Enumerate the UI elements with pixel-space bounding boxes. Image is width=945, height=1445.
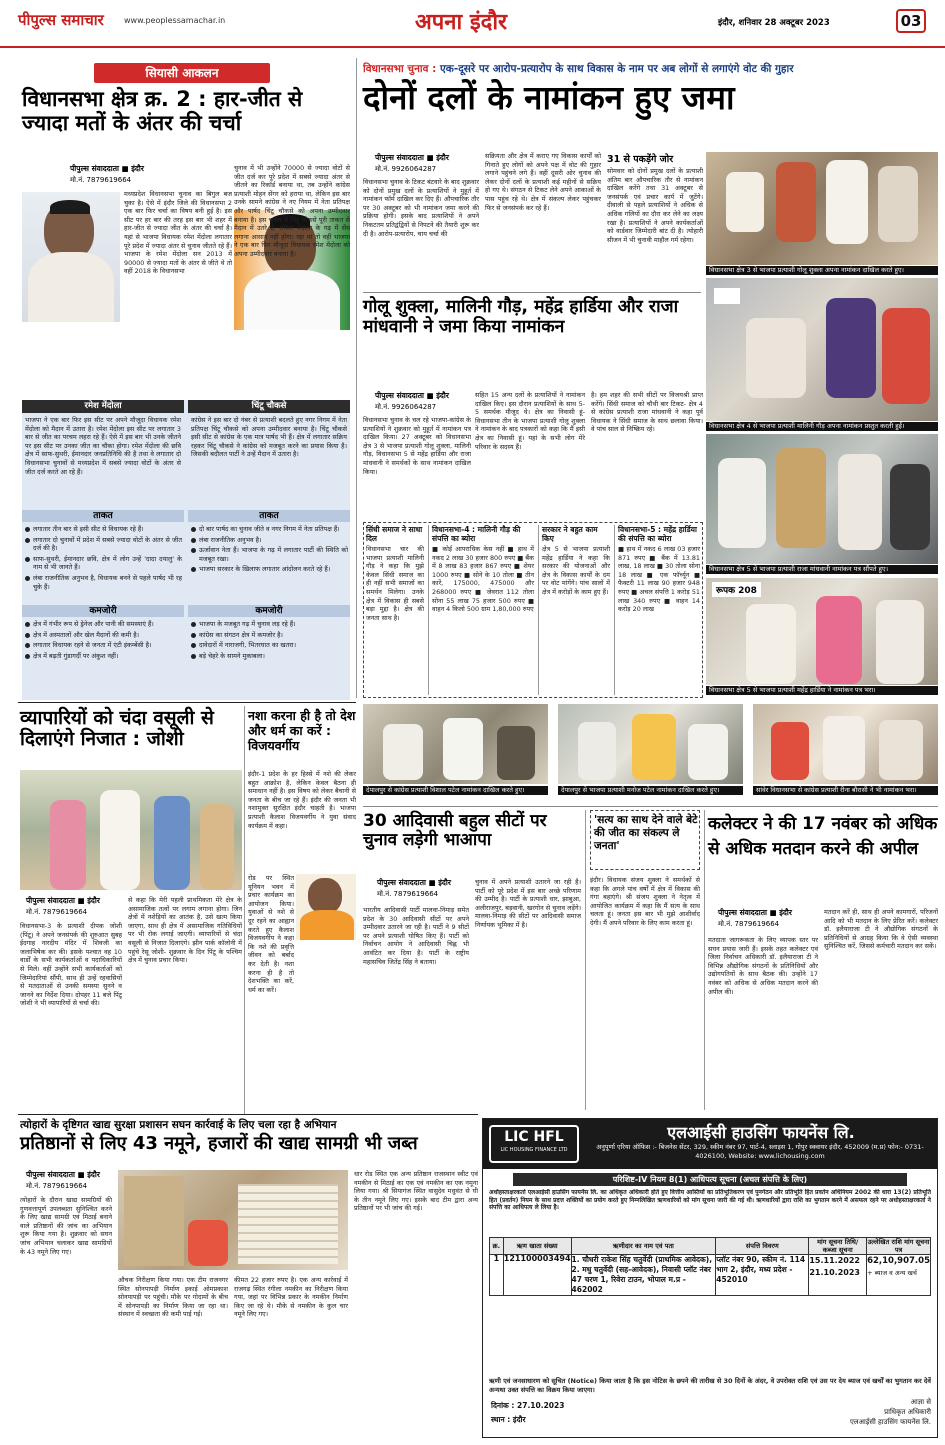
column-2: से कहा कि मेरी पहली प्राथमिकता मेरे क्षेत्र के असामाजिक तत्वों पर लगाम लगाना होगा। जिन क्षेत्रों में नशेड़ियों का आतंक है, उसे खत्म किया जाएगा, साथ ही क्षेत्र में असामाजिक गतिविधियों पर भी रोक लगाई जाएगी। व्यापारियों से चंदा वसूली से निजात दिलाएंगे। झीन पार्क कॉलोनी में पहुंचे रेसू जोशी- शुक्रवार के दिन पिंटू के पश्चिम क्षेत्र में चुनाव प्रचार किया। bbox=[128, 896, 242, 965]
list-item: दावेदारों में नाराजगी, भितरघात का खतरा। bbox=[190, 641, 348, 650]
logo: पीपुल्स समाचार bbox=[18, 11, 104, 29]
byline: पीपुल्स संवाददाता ■ इंदौर bbox=[375, 153, 449, 162]
photo-caption: विधानसभा क्षेत्र 5 से भाजपा प्रत्याशी राजा मांधवानी नामांकन पत्र सौंपते हुए। bbox=[706, 565, 938, 574]
column-4: धार रोड स्थित एक अन्य प्रतिष्ठान राजस्थान स्वीट एवं नमकीन से मिठाई का एक एवं नमकीन का एक नमूना लिया गया। श्री सियागंज स्थित वासुदेव मधुवंत से घी के तीन नमूने लिए गए। इसके बाद टीम द्वारा अन्य प्रतिष्ठानों पर भी जांच की गई। bbox=[354, 1170, 478, 1213]
notice-body: अधोहस्ताक्षरकर्ता एलआईसी हाउसिंग फायनेंस लि. का अधिकृत अधिकारी होते हुए वित्तीय आस्तियों का प्रतिभूतिकरण एवं पुनर्गठन और प्रतिभूति हित प्रवर्तन अधिनियम 2002 की धारा 13(2) प्रतिभूति हित (प्रवर्तन) नियम के साथ प्रदत्त शक्तियों का प्रयोग करते हुए निम्नलिखित ऋणधारियों को मांग सूचना जारी की गई थी। ऋणधारियों द्वारा राशि का भुगतान करने में असफल रहने पर अधोहस्ताक्षरकर्ता ने संपत्ति का आधिपत्य ले लिया है। bbox=[489, 1189, 931, 1212]
table-header: क्र. bbox=[490, 1238, 504, 1255]
column-1: विधानसभा-3 के प्रत्याशी दीपक जोशी (पिंटू) ने अपने जनसंपर्क की शुरुआत सुबह ईदगाह नारदीय मंदिर में शिवजी का जलाभिषेक कर की। इसके पश्चात वह 10 वार्डों के सभी कार्यकर्ताओं व पदाधिकारियों से मिले। वहीं उन्होंने सभी कार्यकर्ताओं को जिम्मेदारियां सौंपी, साथ ही उन्हें रहवासियों से मतदाताओं से उनकी समस्या सुनने व जानने का निर्देश दिया। दोपहर 11 बजे पिंटू जोशी ने भी व्यापारियों से चर्चा की। bbox=[20, 922, 122, 1008]
column-2: रोड पर स्थित यूनियन भवन में प्रचार कार्यक्रम का आयोजन किया। युवाओं से नशे से दूर रहने का आह्वान करते हुए कैलाश विजयवर्गीय ने कहा कि नशे की प्रवृत्ति जीवन को बर्बाद कर देती है। नशा करना ही है तो देशभक्ति का करें, धर्म का करें। bbox=[248, 874, 294, 994]
sign-line: एलआईसी हाउसिंग फायनेंस लि. bbox=[850, 1418, 931, 1426]
panel-right-name: चिंटू चौकसे bbox=[188, 400, 350, 413]
list-item: क्षेत्र में अस्पतालों और खेल मैदानों की कमी है। bbox=[24, 631, 182, 640]
table-head: सरकार ने बहुत काम किए bbox=[542, 525, 598, 543]
byline: पीपुल्स संवाददाता ■ इंदौर bbox=[70, 164, 144, 173]
table-header: ऋणीदार का नाम एवं पता bbox=[571, 1238, 716, 1255]
cell-amount bbox=[867, 1255, 931, 1296]
list-item: लगातार दो चुनावों में प्रदेश में सबसे ज्यादा वोटों के अंतर से जीत दर्ज की है। bbox=[24, 536, 182, 553]
photo-hardia bbox=[706, 578, 938, 685]
ad-header bbox=[483, 1119, 937, 1169]
cell-sn: 1 bbox=[490, 1255, 504, 1296]
side-box bbox=[607, 152, 703, 288]
headline: नशा करना ही है तो देश और धर्म का करें : विजयवर्गीय bbox=[248, 708, 356, 753]
deck: त्योहारों के दृष्टिगत खाद्य सुरक्षा प्रशासन सघन कार्रवाई के लिए चला रहा है अभियान bbox=[20, 1119, 337, 1131]
comparison-panel bbox=[22, 400, 350, 700]
byline: पीपुल्स संवाददाता ■ इंदौर bbox=[377, 878, 451, 887]
right-weakness-label: कमजोरी bbox=[188, 605, 350, 617]
column-3: है। हम शहर की सभी सीटों पर विजयश्री प्राप्त करेंगे। सिंधी समाज को चौथी बार टिकट- क्षेत्र 4 से कांग्रेस प्रत्याशी राजा मांधवानी ने कहा पूर्व विधायक ने सिंधी समाज के साथ छलावा किया। वे पांच साल से निष्क्रिय रहे। bbox=[591, 391, 703, 434]
masthead bbox=[0, 0, 945, 48]
photo-caption: विधानसभा क्षेत्र 3 से भाजपा प्रत्याशी गोलू शुक्ला अपना नामांकन दाखिल करते हुए। bbox=[706, 266, 938, 275]
column-1: त्योहारों के दौरान खाद्य सामग्रियों की गुणवत्तापूर्ण उपलब्धता सुनिश्चित करने के लिए खाद्य सामग्री एवं मिठाई बनाने वाले प्रतिष्ठानों की जांच का अभियान शुरू किया गया है। शुक्रवार को सघन जांच अभियान चलाकर खाद्य सामग्रियों के 43 नमूने लिए गए। bbox=[20, 1196, 112, 1256]
column-2: चुनाव में भी उन्होंने 70000 से ज्यादा वोटों से जीत दर्ज कर पूरे प्रदेश में सबसे ज्यादा अंतर से जीतने का रिकॉर्ड बनाया था, तब उन्होंने कांग्रेस प्रत्याशी मोहन सेंगर को हराया था, लेकिन इस बार उनके सामने कांग्रेस ने नए नियम में नेता प्रतिपक्ष और पार्षद चिंटू चौकसे को अपना उम्मीदवार बनाया है। इस चुनाव में चिंटू चौकसे पूरी ताकत से मैदान में उतरे हैं, लेकिन मेंदोला के गढ़ में सेंध लगाना आसान नहीं होगा। रहा था तो वहीं भाजपा ने एक बार फिर मौजूदा विधायक रमेश मेंदोला को अपना उम्मीदवार बनाया है। bbox=[234, 164, 350, 258]
website[interactable]: www.peoplessamachar.in bbox=[124, 16, 226, 25]
table-header: मांग सूचना तिथि/ कब्जा सूचना bbox=[809, 1238, 867, 1255]
left-weakness-label: कमजोरी bbox=[22, 605, 184, 617]
table-header: संपत्ति विवरण bbox=[716, 1238, 809, 1255]
deck-line: विधानसभा चुनाव : एक-दूसरे पर आरोप-प्रत्यारोप के साथ विकास के नाम पर अब लोगों से लगाएंगे वोट की गुहार bbox=[363, 63, 794, 75]
photo-caption: सांवेर विधानसभा से कांग्रेस प्रत्याशी रीना बौरासी ने भी नामांकन भरा। bbox=[753, 786, 938, 795]
left-strengths bbox=[24, 525, 182, 601]
left-weaknesses bbox=[24, 620, 182, 698]
table-header: उल्लेखित राशि मांग सूचना पत्र bbox=[867, 1238, 930, 1254]
headline: गोलू शुक्ला, मालिनी गौड़, महेंद्र हार्डिया और राजा मांधवानी ने जमा किया नामांकन bbox=[363, 297, 679, 337]
column-2: सहित 15 अन्य दलों के प्रत्याशियों ने नामांकन दाखिल किए। इस दौरान प्रत्याशियों के साथ 5-5 समर्थक मौजूद थे। क्षेत्र का निवासी हूं- विधानसभा तीन के भाजपा प्रत्याशी गोलू शुक्ला ने नामांकन के बाद पत्रकारों को कहा कि मैं इसी क्षेत्र का निवासी हूं। यहां के सभी लोग मेरे परिवार के सदस्य हैं। bbox=[475, 391, 585, 451]
headline: विधानसभा क्षेत्र क्र. 2 : हार-जीत से ज्यादा मतों के अंतर की चर्चा bbox=[22, 87, 303, 135]
cell-loan: 121100003494 bbox=[503, 1255, 571, 1296]
room-sign: रूपक 208 bbox=[712, 582, 761, 597]
body: इंदौर। विधायक संजय शुक्ला ने समर्थकों से कहा कि अगले पांच वर्षों में क्षेत्र में विकास की गंगा बहाएंगे। श्री संजय शुक्ला ने नेतृत्व में आयोजित कार्यक्रम में कहा कि मैं सत्य के साथ चलता हूं। जनता इस बार भी मुझे आशीर्वाद देगी। मैं अपने परिवार के लिए काम करता हूं। bbox=[590, 876, 700, 927]
sign-line: आज्ञा से bbox=[910, 1398, 931, 1406]
lic-logo bbox=[489, 1125, 579, 1163]
amount: 62,10,907.05 bbox=[867, 1256, 930, 1266]
article-joshi bbox=[20, 706, 242, 1114]
column-1: विधानसभा चुनाव के चल रहे भाजपा-कांग्रेस के प्रत्याशियों ने शुक्रवार को मुहूर्त में नामांकन पत्र दाखिल किया। 27 अक्टूबर को विधानसभा क्षेत्र 3 से भाजपा प्रत्याशी गोलू शुक्ला, मालिनी गौड़, विधानसभा 5 से महेंद्र हार्डिया और राजा मांधवानी ने समर्थकों के साथ नामांकन दाखिल किया। bbox=[363, 416, 471, 476]
photo-caption: विधानसभा क्षेत्र 5 से भाजपा प्रत्याशी महेंद्र हार्डिया ने नामांकन पत्र भरा। bbox=[706, 686, 938, 695]
mobile: मो.नं. 7879619664 bbox=[377, 890, 439, 898]
list-item: लगातार विधायक रहने से जनता में एंटी इंकम्बेंसी है। bbox=[24, 641, 182, 650]
right-strengths bbox=[190, 525, 348, 601]
photo-vishal bbox=[363, 704, 548, 784]
article-bjp-candidates bbox=[363, 296, 703, 700]
photo-vijayvargiya bbox=[296, 874, 356, 940]
mobile: मो.नं. 9926064287 bbox=[375, 165, 437, 173]
column-2: सक्रियता और क्षेत्र में कराए गए विकास कार्यों को गिनाते हुए लोगों को अपने पक्ष में वोट की गुहार लगाने पहुंचने लगे हैं। वहीं दूसरी ओर चुनाव की लेकर दोनों दलों के प्रत्याशी कई महीनों से सक्रिय हो गए थे। संगठन से टिकट लेने अपने आकाओं के पास पहुंच रहे थे। क्षेत्र में संकल्प लेकर पहुंचकर फिर से जनसंपर्क कर रहे हैं। bbox=[485, 152, 601, 212]
mobile: मो.नं. 7879619664 bbox=[26, 908, 88, 916]
table-header: ऋण खाता संख्या bbox=[503, 1238, 571, 1255]
dateline: इंदौर, शनिवार 28 अक्टूबर 2023 bbox=[718, 18, 830, 28]
byline: पीपुल्स संवाददाता ■ इंदौर bbox=[26, 896, 100, 905]
logo-subtext: LIC HOUSING FINANCE LTD bbox=[500, 1147, 568, 1153]
notice-footer: ऋणी एवं जनसाधारण को सूचित (Notice) किया जाता है कि इस नोटिस के छपने की तारीख से 30 दिनों के अंदर, वे उपरोक्त राशि एवं उस पर देय ब्याज एवं खर्चों का भुगतान कर देवें अन्यथा उक्त संपत्ति का विक्रय किया जाएगा। bbox=[489, 1377, 931, 1394]
amount-note: + ब्याज व अन्य खर्च bbox=[867, 1269, 917, 1277]
table-head: विधानसभा-4 : मालिनी गौड़ की संपत्ति का ब्योरा bbox=[432, 525, 521, 543]
list-item: बड़े चेहरे के सामने मुकाबला। bbox=[190, 652, 348, 661]
notice-title: परिशिष्ट-IV नियम 8(1) आधिपत्य सूचना (अचल संपत्ति के लिए) bbox=[513, 1173, 907, 1186]
lic-hfl-notice bbox=[482, 1118, 938, 1438]
photo-raja bbox=[706, 434, 938, 564]
table-text: विधानसभा चार की भाजपा प्रत्याशी मालिनी गौड़ ने कहा कि मुझे केवल सिंधी समाज का ही नहीं सभी समाजों का समर्थन मिलेगा। उनके क्षेत्र में विकास ही सबसे बड़ा मुद्दा है। क्षेत्र की जनता साथ है। bbox=[366, 545, 424, 622]
article-food-samples bbox=[20, 1118, 478, 1438]
photo-caption: देपालपुर से भाजपा प्रत्याशी मनोज पटेल नामांकन दाखिल करते हुए। bbox=[558, 786, 743, 795]
column-1: मतदाता जागरूकता के लिए व्यापक स्तर पर सघन प्रयास जारी हैं। इसके तहत कलेक्टर एवं जिला निर्वाचन अधिकारी डॉ. इलैयाराजा टी ने विभिन्न औद्योगिक संगठनों के प्रतिनिधियों और उद्योगपतियों के साथ बैठक की। उन्होंने 17 नवंबर को अधिक से अधिक मतदान करने की अपील की। bbox=[708, 936, 818, 996]
mobile: मो.नं. 7879619664 bbox=[26, 1182, 88, 1190]
table-head: विधानसभा-5 : महेंद्र हार्डिया की संपत्ति का ब्योरा bbox=[618, 525, 697, 543]
box-text: सोमवार को दोनों प्रमुख दलों के प्रत्याशी अंतिम बार औपचारिक तौर से नामांकन दाखिल करेंगे तथा 31 अक्टूबर से जनसंपर्क एवं प्रचार कार्य में जुटेंगे। दीवाली से पहले प्रत्याशियों ने अधिक से अधिक गलियों का दौरा कर लेने का लक्ष्य रखा है। प्रत्याशियों ने अपने कार्यकर्ताओं को वार्डवार जिम्मेदारी बांट दी है। त्योहारी सीजन में भी चुनावी माहौल गर्म रहेगा। bbox=[607, 167, 703, 244]
sign-line: प्राधिकृत अधिकारी bbox=[884, 1408, 931, 1416]
column-1: इंदौर-1 प्रदेश के हर हिस्से में नशे की लेकर बहुत आक्रोश है, लेकिन केवल बैठना ही समाधान नहीं है। इस विषय को लेकर बैचानी से जनता के बीच जा रहे हैं। इंदौर की जनता भी नशामुक्त सुरक्षित इंदौर चाहती है। भाजपा प्रत्याशी कैलाश विजयवर्गीय ने युवा संवाद कार्यक्रम में कहा। bbox=[248, 770, 356, 830]
cell-property: प्लॉट नंबर 90, स्कीम नं. 114 भाग 2, इंदौर, मध्य प्रदेश - 452010 bbox=[716, 1255, 809, 1296]
article-satya bbox=[590, 810, 700, 1110]
list-item: लंबा राजनीतिक अनुभव है, विधायक बनने से पहले पार्षद भी रह चुके हैं। bbox=[24, 574, 182, 591]
table-row bbox=[490, 1255, 931, 1296]
kicker: विधानसभा चुनाव bbox=[363, 63, 429, 75]
info-table bbox=[363, 522, 703, 698]
byline: पीपुल्स संवाददाता ■ इंदौर bbox=[375, 391, 449, 400]
headline: 'सत्य का साथ देने वाले बेटे की जीत का संकल्प ले जनता' bbox=[594, 814, 698, 852]
photo-manoj bbox=[558, 704, 743, 784]
photo-joshi bbox=[20, 770, 242, 890]
photo-strip bbox=[363, 704, 938, 800]
panel-left-intro: भाजपा ने एक बार फिर इस सीट पर अपने मौजूदा विधायक रमेश मेंदोला को मैदान में उतारा है। रमेश मेंदोला इस सीट पर लगातार 3 बार से जीत का परचम लहरा रहे हैं। ऐसे में इस बार भी उनके जीतने पर इस सीट पर उनका जीत का चौका होगा। रमेश मेंदोला की छवि क्षेत्र में साफ-सुथरी, ईमानदार जनप्रतिनिधि की है तथा वे लगातार दो विधानसभा चुनावों से मध्यप्रदेश में सबसे ज्यादा वोटों के अंतर से जीत दर्ज करते आ रहे हैं। bbox=[25, 416, 181, 476]
list-item: ऊर्जावान नेता हैं। भाजपा के गढ़ में लगातार पार्टी की स्थिति को मजबूत रखा। bbox=[190, 546, 348, 563]
photo-caption: विधानसभा क्षेत्र 4 से भाजपा प्रत्याशी मालिनी गौड़ अपना नामांकन प्रस्तुत करती हुईं। bbox=[706, 422, 938, 431]
headline: कलेक्टर ने की 17 नवंबर को अधिक से अधिक मतदान करने की अपील bbox=[708, 814, 938, 859]
column-2: मतदान करें ही, साथ ही अपने कामगारों, परिजनों आदि को भी मतदान के लिए प्रेरित करें। कलेक्टर डॉ. इलैयाराजा टी ने औद्योगिक संगठनों के प्रतिनिधियों से आग्रह किया कि वे ऐसी व्यवस्था सुनिश्चित करें, जिससे कर्मचारी मतदान कर सकें। bbox=[824, 908, 938, 951]
article-tribal-seats bbox=[363, 810, 581, 1110]
list-item: कांग्रेस का संगठन क्षेत्र में कमजोर है। bbox=[190, 631, 348, 640]
table-text: ■ कोई आपराधिक केस नहीं ■ हाथ में नकद 2 लाख 30 हजार 800 रुपए ■ बैंक में 8 लाख 83 हजार 867 रुपए ■ शेयर 1000 रुपए ■ सोने के 10 तोला ■ तीन कारें, 175000, 475000 और 268000 रुपए ■ जेवरात 112 तोला सोना 55 लाख 75 हजार 500 रुपए ■ वाहन 4 किलो 500 ग्राम 1,80,000 रुपए bbox=[432, 545, 534, 614]
cell-dates: 15.11.2022 21.10.2023 bbox=[809, 1255, 867, 1296]
table-head: सिंधी समाज ने साधा दिल bbox=[366, 525, 423, 543]
article-seat-2 bbox=[22, 60, 350, 700]
photo-reena bbox=[753, 704, 938, 784]
column-1: भारतीय आदिवासी पार्टी मालवा-निमाड़ समेत प्रदेश के 30 आदिवासी सीटों पर अपने उम्मीदवार उतारने जा रही है। पार्टी ने 9 सीटों पर अपने प्रत्याशी घोषित किए हैं। पार्टी को निर्वाचन आयोग ने आदिवासी चिह्न भी आवंटित कर दिया है। पार्टी के राष्ट्रीय महासचिव जितेंद्र सिंह ने बताया। bbox=[363, 906, 469, 966]
photo-food-raid bbox=[118, 1170, 348, 1270]
notice-signature bbox=[801, 1397, 931, 1427]
photo-malini bbox=[706, 278, 938, 421]
page-number: 03 bbox=[896, 9, 926, 33]
box-head: 31 से पकड़ेंगे जोर bbox=[607, 154, 674, 165]
article-vijayvargiya bbox=[248, 706, 356, 1114]
headline: दोनों दलों के नामांकन हुए जमा bbox=[363, 78, 735, 117]
mobile: मो.नं. 7879619664 bbox=[70, 176, 132, 184]
photo-caption: देपालपुर से कांग्रेस प्रत्याशी विशाल पटेल नामांकन दाखिल करते हुए। bbox=[363, 786, 548, 795]
mobile: मो.नं. 9926064287 bbox=[375, 403, 437, 411]
table-text: क्षेत्र 5 से भाजपा प्रत्याशी महेंद्र हार्डिया ने कहा कि सरकार की योजनाओं और क्षेत्र के विकास कार्यों के दम पर वोट मांगेंगे। पांच सालों में क्षेत्र में करोड़ों के काम हुए हैं। bbox=[542, 545, 610, 596]
deck: एक-दूसरे पर आरोप-प्रत्यारोप के साथ विकास के नाम पर अब लोगों से लगाएंगे वोट की गुहार bbox=[439, 63, 794, 75]
notice-place: स्थान : इंदौर bbox=[491, 1415, 526, 1424]
column-1: विधानसभा चुनाव के टिकट बंटवारे के बाद शुक्रवार को दोनों प्रमुख दलों के प्रत्याशियों ने मुहूर्त में नामांकन फॉर्म दाखिल कर दिए हैं। औपचारिक तौर पर 30 अक्टूबर को भी नामांकन जमा करने की प्रक्रिया होगी। इसके बाद प्रत्याशियों ने अपने निकटतम प्रतिद्वंद्वियों से निपटने की तैयारी शुरू कर दी है। आरोप-प्रत्यारोप, चाय चर्चा की bbox=[363, 178, 479, 238]
column-2: औचक निरीक्षण किया गया। एक टीम राजनगर स्थित सोनपापड़ी निर्माण इकाई ओमप्रकाश सोनपापड़ी पर पहुंची। मौके पर गोदामों के बीच में सोनपापड़ी का निर्माण किया जा रहा था। संस्थान में स्वच्छता की कमी पाई गई। bbox=[118, 1276, 228, 1319]
headline: प्रतिष्ठानों से लिए 43 नमूने, हजारों की खाद्य सामग्री भी जब्त bbox=[20, 1133, 418, 1154]
column-1: मध्यप्रदेश विधानसभा चुनाव का बिगुल बज चुका है। ऐसे में इंदौर जिले की विधानसभा 2 एक बार फिर चर्चा का विषय बनी हुई है। इस सीट पर हर बार की तरह इस बार भी शहर में हार-जीत से ज्यादा जीत के अंतर की चर्चा है। यहां से भाजपा विधायक रमेश मेंदोला लगातार पूरे प्रदेश में ज्यादा अंतर से चुनाव जीतते रहे हैं। भाजपा के रमेश मेंदोला सन 2013 में 90000 से ज्यादा मतों के अंतर से जीते थे तो वहीं 2018 के विधानसभा bbox=[124, 190, 232, 276]
kicker: सियासी आकलन bbox=[94, 63, 270, 83]
list-item: लगातार तीन बार से इसी सीट से विधायक रहे हैं। bbox=[24, 525, 182, 534]
cell-borrower: 1. चौधरी राकेश सिंह चतुर्वेदी (प्राथमिक आवेदक), 2. मधु चतुर्वेदी (सह-आवेदक), निवासी प्लॉट नंबर 47 चरण 1, रिवेरा टाउन, भोपाल म.प्र - 462002 bbox=[571, 1255, 716, 1296]
photo-mendola bbox=[22, 192, 120, 322]
list-item: साफ-सुथरी, ईमानदार छवि, क्षेत्र में लोग उन्हें 'दादा दयालु' के नाम से भी जानते हैं। bbox=[24, 555, 182, 572]
photo-golu bbox=[706, 152, 938, 265]
right-strength-label: ताकत bbox=[188, 510, 350, 522]
panel-right-intro: कांग्रेस ने इस बार दो नंबर से प्रत्याशी बदलते हुए नगर निगम में नेता प्रतिपक्ष चिंटू चौकसे को अपना उम्मीदवार बनाया है। चिंटू चौकसे इसी सीट से कांग्रेस के एक मात्र पार्षद भी हैं। क्षेत्र में लगातार सक्रिय रहकर चिंटू चौकसे ने कांग्रेस को मजबूत करने का प्रयास किया है। जिसकी बदौलत पार्टी ने उन्हें मैदान में उतारा है। bbox=[191, 416, 347, 459]
section-title: अपना इंदौर bbox=[415, 10, 508, 35]
company-name: एलआईसी हाउसिंग फायनेंस लि. bbox=[667, 1123, 855, 1142]
article-collector bbox=[708, 810, 938, 1110]
logo-text: LIC HFL bbox=[504, 1129, 564, 1145]
column-3: कीमत 22 हजार रुपए है। एक अन्य कार्रवाई में राजगढ़ स्थित रंगीला नमकीन का निरीक्षण किया गया, जहां पर विभिन्न प्रकार के नमकीन निर्माण किए जा रहे थे। मौके से नमकीन के कुल चार नमूने लिए गए। bbox=[234, 1276, 348, 1319]
column-2: चुनाव में अपने प्रत्याशी उतारने जा रही है। पार्टी को पूरे प्रदेश में इस बार अच्छे परिणाम की उम्मीद है। पार्टी के प्रत्याशी धार, झाबुआ, अलीराजपुर, बड़वानी, खरगोन से चुनाव लड़ेंगे। मालवा-निमाड़ की सीटों पर आदिवासी समाज निर्णायक भूमिका में है। bbox=[475, 878, 581, 929]
list-item: लंबा राजनीतिक अनुभव है। bbox=[190, 536, 348, 545]
mobile: मो.नं. 7879619664 bbox=[718, 920, 780, 928]
notice-table bbox=[489, 1237, 931, 1296]
table-text: ■ हाथ में नकद 6 लाख 03 हजार 871 रुपए ■ बैंक में 13.81 लाख, 18 लाख ■ 30 तोला सोना 18 लाख ■ एक फॉर्च्यून ■ फैक्टरी 11 लाख 90 हजार 948 रुपए ■ अचल संपत्ति 1 करोड़ 51 लाख 340 रुपए ■ वाहन 14 करोड़ 20 लाख bbox=[618, 545, 700, 614]
company-address: अनुपूर्णा एरिया ऑफिस :- बिजनेस सेंटर, 329, स्कीम नंबर 97, पार्ट-4, स्लाइस 1, गोपुर स्क्वायर इंदौर, 452009 (म.प्र) फोन:- 0731-4026100, Website: www.lichousing.com bbox=[596, 1143, 924, 1160]
list-item: भाजपा के मजबूत गढ़ में चुनाव लड़ रहे हैं। bbox=[190, 620, 348, 629]
headline: व्यापारियों को चंदा वसूली से दिलाएंगे निजात : जोशी bbox=[20, 707, 214, 751]
list-item: क्षेत्र में बढ़ती गुंडागर्दी पर अंकुश नहीं। bbox=[24, 652, 182, 661]
byline: पीपुल्स संवाददाता ■ इंदौर bbox=[718, 908, 792, 917]
panel-left-name: रमेश मेंदोला bbox=[22, 400, 184, 413]
list-item: भाजपा सरकार के खिलाफ लगातार आंदोलन करते रहे हैं। bbox=[190, 565, 348, 574]
list-item: क्षेत्र में गंभीर रूप से ड्रेनेज और पानी की समस्याएं हैं। bbox=[24, 620, 182, 629]
left-strength-label: ताकत bbox=[22, 510, 184, 522]
notice-date: दिनांक : 27.10.2023 bbox=[491, 1401, 565, 1410]
byline: पीपुल्स संवाददाता ■ इंदौर bbox=[26, 1170, 100, 1179]
list-item: दो बार पार्षद का चुनाव जीते व नगर निगम में नेता प्रतिपक्ष हैं। bbox=[190, 525, 348, 534]
headline: 30 आदिवासी बहुल सीटों पर चुनाव लड़ेगी भाआपा bbox=[363, 811, 547, 851]
right-weaknesses bbox=[190, 620, 348, 698]
